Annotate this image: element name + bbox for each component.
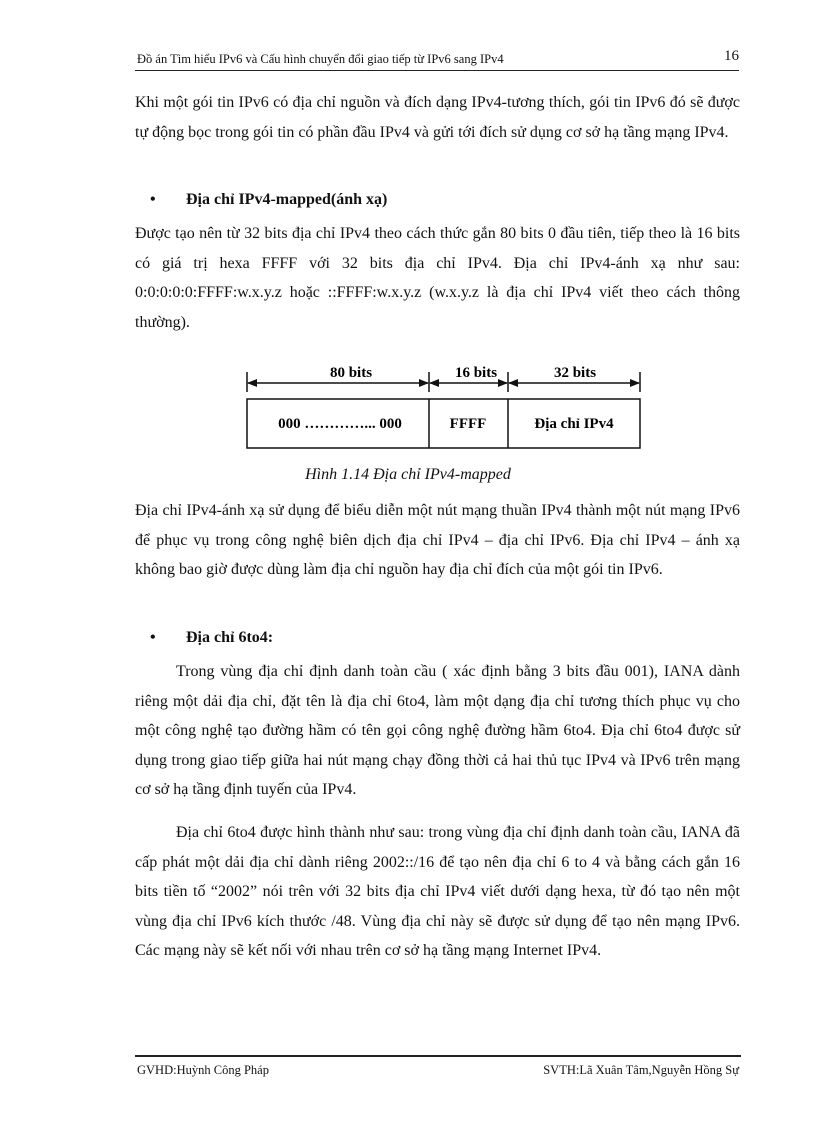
figure-caption: Hình 1.14 Địa chỉ IPv4-mapped (305, 466, 511, 483)
label-80-bits: 80 bits (329, 365, 373, 381)
document-title: Đồ án Tìm hiểu IPv6 và Cấu hình chuyển đổi giao tiếp từ IPv6 sang IPv4 (137, 52, 504, 66)
paragraph-ipv4-mapped-definition: Được tạo nên từ 32 bits địa chỉ IPv4 theo cách thức gắn 80 bits 0 đầu tiên, tiếp theo là 16 bits có giá trị hexa FFFF với 32 bits địa chỉ IPv4. Địa chỉ IPv4-ánh xạ như sau: 0:0:0:0:0:FFFF:w.x.y.z hoặc ::FFFF:w.x.y.z (w.x.y.z là địa chỉ IPv4 viết theo cách thông thường). (135, 225, 740, 331)
bullet-dot-icon: • (150, 191, 156, 208)
label-16-bits: 16 bits (454, 365, 498, 381)
footer-supervisor: GVHD:Huỳnh Công Pháp (137, 1063, 269, 1077)
page-footer (135, 1055, 741, 1081)
paragraph-ipv4-mapped-usage: Địa chỉ IPv4-ánh xạ sử dụng để biểu diễn một nút mạng thuần IPv4 thành một nút mạng IPv6 để phục vụ trong công nghệ biên dịch địa chỉ IPv4 – địa chỉ IPv6. Địa chỉ IPv4 – ánh xạ không bao giờ được dùng làm địa chỉ nguồn hay địa chỉ đích của một gói tin IPv6. (135, 502, 740, 578)
field-ipv4-address: Địa chỉ IPv4 (534, 416, 614, 432)
field-zero-bits: 000 …………... 000 (278, 416, 402, 432)
footer-students: SVTH:Lã Xuân Tâm,Nguyễn Hồng Sự (543, 1063, 739, 1077)
paragraph-6to4-formation: Địa chỉ 6to4 được hình thành như sau: trong vùng địa chỉ định danh toàn cầu, IANA đã cấp phát một dải địa chỉ dành riêng 2002::/16 để tạo nên địa chỉ 6 to 4 và bằng cách gắn 16 bits tiền tố “2002” nói trên với 32 bits địa chỉ IPv4 viết dưới dạng hexa, từ đó tạo nên một vùng địa chỉ IPv6 kích thước /48. Vùng địa chỉ này sẽ được sử dụng để tạo nên mạng IPv6. Các mạng này sẽ kết nối với nhau trên cơ sở hạ tầng mạng Internet IPv4. (135, 824, 740, 959)
bullet-label: Địa chỉ 6to4: (186, 629, 274, 646)
bullet-label: Địa chỉ IPv4-mapped(ánh xạ) (186, 191, 388, 208)
label-32-bits: 32 bits (553, 365, 597, 381)
ipv4-mapped-diagram (244, 356, 644, 451)
bullet-6to4 (150, 627, 273, 649)
page-number: 16 (724, 48, 739, 64)
paragraph-6to4-intro: Trong vùng địa chỉ định danh toàn cầu ( xác định bằng 3 bits đầu 001), IANA dành riêng một dải địa chỉ, đặt tên là địa chỉ 6to4, làm một dạng địa chỉ tương thích phục vụ cho một công nghệ tạo đường hầm có tên gọi công nghệ đường hầm 6to4. Địa chỉ 6to4 được sử dụng trong giao tiếp giữa hai nút mạng chạy đồng thời cả hai thủ tục IPv4 và IPv6 trên mạng cơ sở hạ tầng định tuyến của IPv4. (135, 663, 740, 798)
bullet-dot-icon: • (150, 629, 156, 646)
paragraph-ipv4-compatible: Khi một gói tin IPv6 có địa chỉ nguồn và đích dạng IPv4-tương thích, gói tin IPv6 đó sẽ được tự động bọc trong gói tin có phần đầu IPv4 và gửi tới đích sử dụng cơ sở hạ tầng mạng IPv4. (135, 94, 740, 141)
field-ffff: FFFF (449, 416, 487, 432)
page-header (135, 48, 739, 71)
bullet-ipv4-mapped (150, 189, 387, 211)
